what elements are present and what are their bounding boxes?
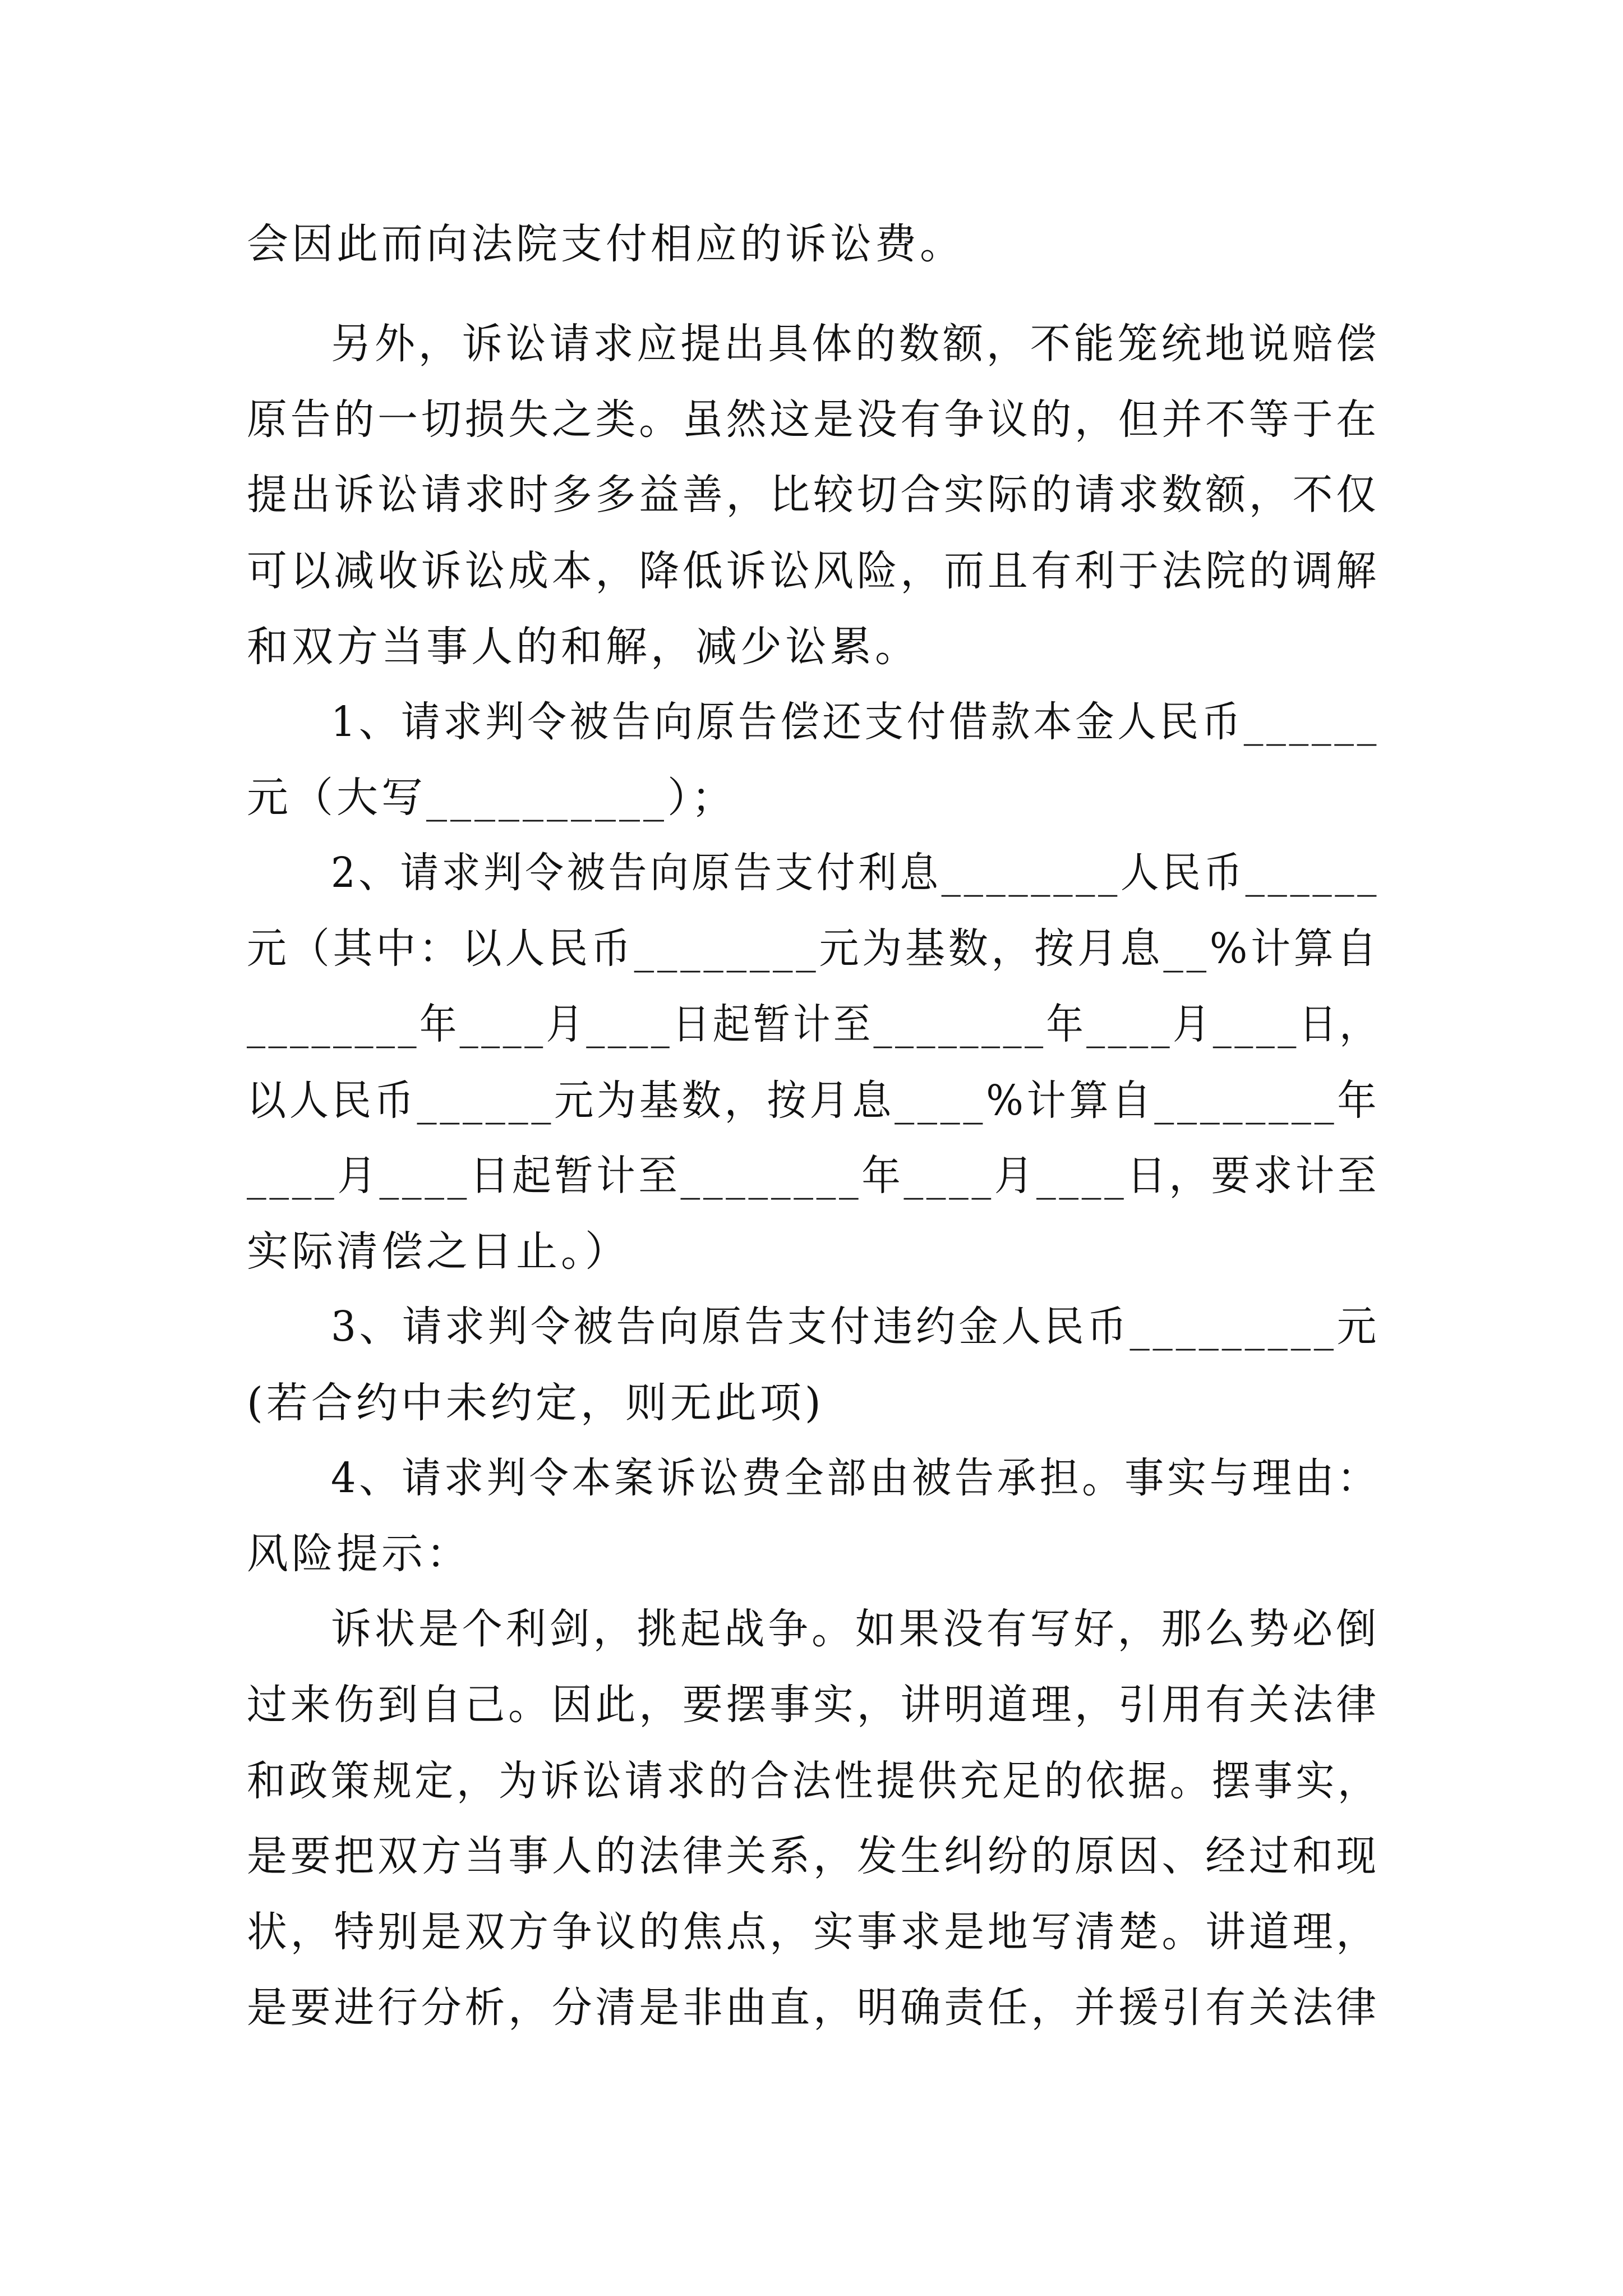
text-line: 提出诉讼请求时多多益善，比较切合实际的请求数额，不仅 (247, 471, 1380, 519)
text-line: 1、请求判令被告向原告偿还支付借款本金人民币______ (331, 698, 1380, 746)
text-line: 元（大写__________）； (247, 774, 736, 822)
text-line: 和政策规定，为诉讼请求的合法性提供充足的依据。摆事实， (247, 1757, 1380, 1805)
text-line: 会因此而向法院支付相应的诉讼费。 (247, 220, 965, 268)
text-line: 原告的一切损失之类。虽然这是没有争议的，但并不等于在 (247, 395, 1380, 444)
text-line: 实际清偿之日止。） (247, 1227, 630, 1276)
text-line: 4、请求判令本案诉讼费全部由被告承担。事实与理由： (331, 1454, 1380, 1502)
text-line: ________年____月____日起暂计至________年____月____日， (247, 1000, 1380, 1048)
text-line: 和双方当事人的和解，减少讼累。 (247, 623, 920, 671)
text-line: 诉状是个利剑，挑起战争。如果没有写好，那么势必倒 (331, 1605, 1380, 1653)
text-line: 是要把双方当事人的法律关系，发生纠纷的原因、经过和现 (247, 1832, 1380, 1880)
text-line: 3、请求判令被告向原告支付违约金人民币_________元 (331, 1303, 1380, 1351)
text-line: 风险提示： (247, 1530, 471, 1578)
text-line: (若合约中未约定，则无此项) (247, 1379, 824, 1427)
text-line: 另外，诉讼请求应提出具体的数额，不能笼统地说赔偿 (331, 320, 1380, 368)
text-line: ____月____日起暂计至________年____月____日，要求计至 (247, 1152, 1380, 1200)
text-line: 元（其中：以人民币________元为基数，按月息__%计算自 (247, 924, 1380, 973)
text-line: 可以减收诉讼成本，降低诉讼风险，而且有利于法院的调解 (247, 547, 1380, 595)
text-line: 以人民币______元为基数，按月息____%计算自________年 (247, 1076, 1380, 1125)
text-line: 是要进行分析，分清是非曲直，明确责任，并援引有关法律 (247, 1984, 1380, 2032)
text-line: 2、请求判令被告向原告支付利息________人民币______ (331, 849, 1380, 897)
text-line: 过来伤到自己。因此，要摆事实，讲明道理，引用有关法律 (247, 1681, 1380, 1729)
text-line: 状，特别是双方争议的焦点，实事求是地写清楚。讲道理， (247, 1908, 1380, 1956)
